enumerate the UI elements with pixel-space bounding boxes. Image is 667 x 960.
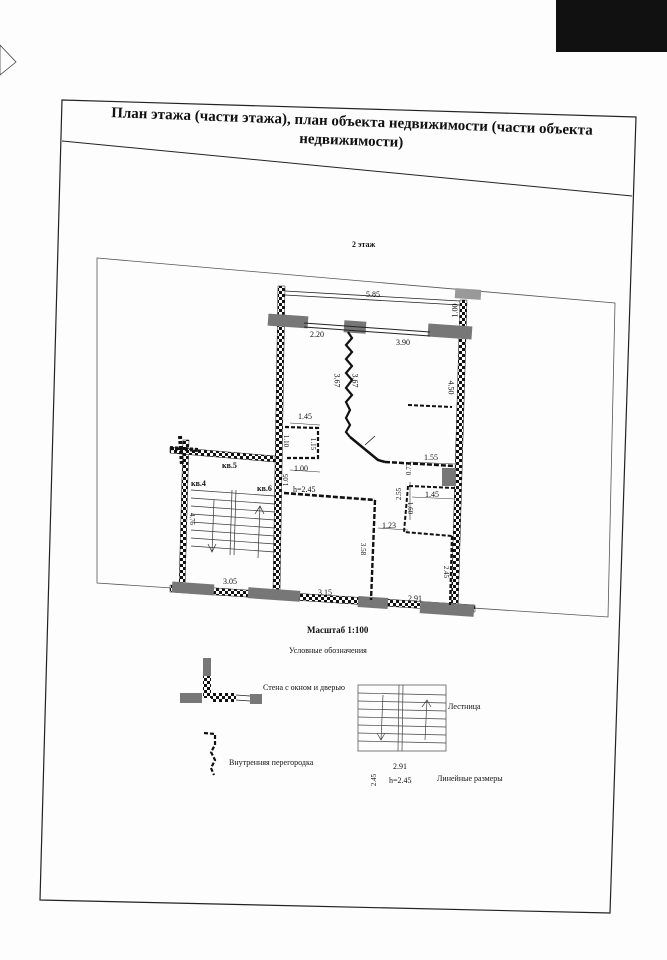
window-block (455, 288, 482, 300)
legend-sample-h: h=2.45 (389, 776, 412, 785)
dim-1-10: 1.10 (282, 434, 291, 448)
floor-label: 2 этаж (352, 240, 376, 249)
dim-h-2-45: h=2.45 (293, 485, 316, 494)
legend-wall-checker (211, 693, 236, 702)
legend-wall-gray (250, 694, 262, 704)
dim-1-00-mid: 1.00 (294, 464, 308, 473)
dim-3-90: 3.90 (396, 338, 410, 347)
legend-linear-dims: Линейные размеры (437, 774, 503, 783)
dim-0-73: 0.73 (405, 462, 414, 476)
legend-wall-gray (180, 693, 202, 703)
dim-3-05: 3.05 (223, 577, 237, 586)
document-title: План этажа (части этажа), план объекта недвижимости (части объекта недвижимости) (110, 105, 594, 151)
dim-1-15: 1.15 (309, 437, 318, 451)
legend-sample-height: 2.45 (370, 773, 379, 787)
legend-stairs: Лестница (448, 702, 481, 711)
dim-3-15: 3.15 (318, 588, 332, 597)
label-kv6: кв.6 (257, 484, 272, 493)
legend-wall-checker (203, 676, 211, 698)
legend-partition: Внутренняя перегородка (229, 758, 314, 767)
dim-2-20: 2.20 (310, 330, 324, 339)
dim-1-55: 1.55 (424, 453, 438, 462)
dim-2-45-right: 2.45 (442, 565, 451, 579)
dim-2-91: 2.91 (408, 594, 422, 603)
dim-1-45-mid: 1.45 (425, 490, 439, 499)
dim-3-67-right: 3.67 (350, 373, 360, 388)
legend-sample-width: 2.91 (393, 762, 407, 771)
dim-2-55: 2.55 (395, 487, 404, 501)
label-kv5: кв.5 (222, 461, 237, 470)
window-block (358, 596, 389, 609)
legend-title: Условные обозначения (289, 646, 367, 655)
dim-3-67-left: 3.67 (332, 373, 342, 388)
dim-1-60: 1.60 (406, 501, 415, 515)
legend-wall-gray (203, 658, 211, 676)
dim-1-00-top: 1.00 (450, 303, 460, 318)
dim-4-75: 4.75 (188, 512, 197, 526)
dim-1-05: 1.05 (282, 473, 291, 487)
legend-wall-window-door: Стена с окном и дверью (263, 683, 345, 692)
scale-label: Масштаб 1:100 (307, 625, 369, 635)
dim-3-58: 3.58 (359, 542, 368, 556)
label-kv4: кв.4 (191, 479, 206, 488)
dim-1-23: 1.23 (382, 521, 396, 530)
dim-4-50: 4.50 (446, 380, 456, 395)
dim-5-85: 5.85 (366, 290, 380, 299)
window-block (442, 468, 456, 486)
dim-1-45-top: 1.45 (298, 412, 312, 421)
